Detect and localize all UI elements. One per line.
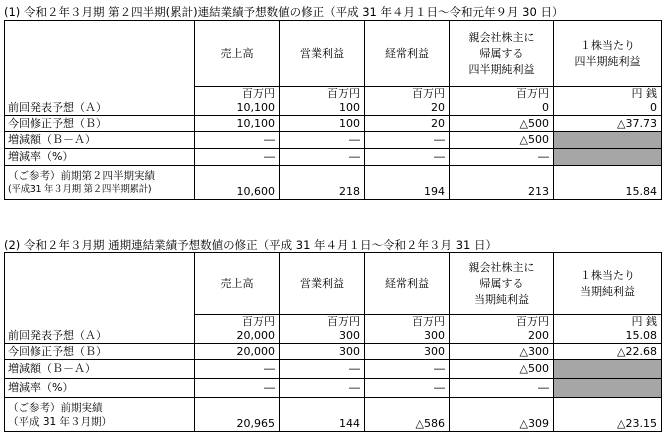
unit-label: 円 銭 [631, 87, 657, 100]
table-row [5, 116, 662, 132]
table-cell: ― [195, 360, 280, 379]
reference-label-line2: (平成31 年３月期 第２四半期累計) [8, 183, 152, 195]
table-cell: 218 [280, 166, 365, 200]
header-net-income-line3: 当期純利益 [474, 292, 529, 306]
table-cell: ― [450, 379, 554, 398]
gray-cell [554, 379, 662, 398]
header-net-income-line1: 親会社株主に [468, 30, 535, 44]
header-ordinary-profit: 経常利益 [365, 253, 450, 315]
header-net-income-line2: 帰属する [479, 46, 524, 60]
header-corner [5, 21, 195, 87]
row-label-text: 前回発表予想（Ａ） [8, 100, 107, 114]
table-cell: 20,000 [195, 344, 280, 360]
table-cell: △22.68 [554, 344, 662, 360]
table-row [5, 379, 662, 398]
header-row [5, 253, 662, 315]
header-net-income-line3: 四半期純利益 [468, 62, 535, 76]
table-cell: △309 [450, 398, 554, 432]
unit-label: 百万円 [412, 315, 445, 328]
cell-value: 0 [542, 101, 549, 114]
table-cell: ― [280, 360, 365, 379]
table-cell: △300 [450, 344, 554, 360]
header-operating-profit: 営業利益 [280, 21, 365, 87]
table-cell: 300 [280, 344, 365, 360]
table-cell: ― [280, 379, 365, 398]
header-row [5, 21, 662, 87]
table-cell [195, 87, 280, 116]
table-cell [280, 87, 365, 116]
unit-label: 百万円 [327, 87, 360, 100]
table-cell: 10,600 [195, 166, 280, 200]
table-cell: ― [195, 132, 280, 149]
table-cell: 20 [365, 116, 450, 132]
reference-label-line1: （ご参考）前期実績 [8, 401, 103, 414]
unit-label: 百万円 [327, 315, 360, 328]
table-cell: 144 [280, 398, 365, 432]
header-sales: 売上高 [195, 21, 280, 87]
table-row [5, 344, 662, 360]
table-cell: 213 [450, 166, 554, 200]
table-cell: ― [365, 379, 450, 398]
table-row [5, 360, 662, 379]
table-row [5, 132, 662, 149]
table-row [5, 315, 662, 344]
row-label: 増減率（%） [5, 379, 195, 398]
header-eps-line1: １株当たり [580, 38, 635, 52]
table-cell: △500 [450, 132, 554, 149]
unit-label: 百万円 [516, 315, 549, 328]
header-operating-profit: 営業利益 [280, 253, 365, 315]
cell-value: 0 [650, 101, 657, 114]
cell-value: 200 [528, 329, 549, 342]
table-cell: ― [450, 149, 554, 166]
table-row [5, 87, 662, 116]
row-label: 今回修正予想（Ｂ） [5, 344, 195, 360]
table-cell [450, 315, 554, 344]
table-cell: △23.15 [554, 398, 662, 432]
cell-value: 10,100 [236, 101, 275, 114]
table-cell: ― [365, 132, 450, 149]
cell-value: 300 [424, 329, 445, 342]
unit-label: 百万円 [412, 87, 445, 100]
row-label [5, 315, 195, 344]
row-label-text: 前回発表予想（Ａ） [8, 328, 107, 342]
reference-row [5, 166, 662, 200]
reference-label-line2: （平成 31 年３月期） [8, 415, 113, 428]
header-eps-line2: 四半期純利益 [574, 54, 641, 68]
table-cell: ― [365, 360, 450, 379]
table-cell: △586 [365, 398, 450, 432]
cell-value: 20,000 [236, 329, 275, 342]
row-label: 増減率（%） [5, 149, 195, 166]
table-cell: 10,100 [195, 116, 280, 132]
header-corner [5, 253, 195, 315]
cell-value: 20 [431, 101, 445, 114]
cell-value: 100 [339, 101, 360, 114]
table-cell [554, 315, 662, 344]
header-net-income [450, 253, 554, 315]
table-cell [554, 87, 662, 116]
header-eps [554, 21, 662, 87]
table-cell [280, 315, 365, 344]
table-cell: 100 [280, 116, 365, 132]
table-cell: △500 [450, 360, 554, 379]
table-cell: 15.84 [554, 166, 662, 200]
unit-label: 百万円 [516, 87, 549, 100]
table-cell: 194 [365, 166, 450, 200]
table-cell: ― [195, 149, 280, 166]
table-cell: ― [280, 132, 365, 149]
table-cell [195, 315, 280, 344]
header-net-income-line1: 親会社株主に [468, 260, 535, 274]
unit-label: 百万円 [242, 315, 275, 328]
reference-label [5, 166, 195, 200]
table-cell [365, 87, 450, 116]
section2-table [4, 252, 662, 432]
row-label: 増減額（Ｂ－Ａ） [5, 360, 195, 379]
section1-table [4, 20, 662, 200]
reference-label [5, 398, 195, 432]
cell-value: 15.08 [625, 329, 657, 342]
table-cell: 20,965 [195, 398, 280, 432]
gray-cell [554, 149, 662, 166]
table-cell: △37.73 [554, 116, 662, 132]
header-net-income-line2: 帰属する [479, 276, 524, 290]
table-cell: 300 [365, 344, 450, 360]
row-label: 増減額（Ｂ－Ａ） [5, 132, 195, 149]
row-label [5, 87, 195, 116]
gray-cell [554, 132, 662, 149]
reference-label-line1: （ご参考）前期第２四半期実績 [8, 169, 155, 182]
row-label: 今回修正予想（Ｂ） [5, 116, 195, 132]
table-cell: ― [365, 149, 450, 166]
header-ordinary-profit: 経常利益 [365, 21, 450, 87]
header-eps-line2: 当期純利益 [580, 284, 635, 298]
header-sales: 売上高 [195, 253, 280, 315]
table-cell [365, 315, 450, 344]
reference-row [5, 398, 662, 432]
header-eps [554, 253, 662, 315]
gray-cell [554, 360, 662, 379]
section1-title: (1) 令和２年３月期 第２四半期(累計)連結業績予想数値の修正（平成 31 年４月１日～令和元年９月 30 日） [4, 5, 564, 19]
unit-label: 百万円 [242, 87, 275, 100]
unit-label: 円 銭 [631, 315, 657, 328]
cell-value: 300 [339, 329, 360, 342]
header-net-income [450, 21, 554, 87]
table-cell [450, 87, 554, 116]
section2-title: (2) 令和２年３月期 通期連結業績予想数値の修正（平成 31 年４月１日～令和２年３月 31 日） [4, 238, 497, 252]
table-cell: ― [280, 149, 365, 166]
header-eps-line1: １株当たり [580, 268, 635, 282]
table-cell: ― [195, 379, 280, 398]
table-cell: △500 [450, 116, 554, 132]
table-row [5, 149, 662, 166]
